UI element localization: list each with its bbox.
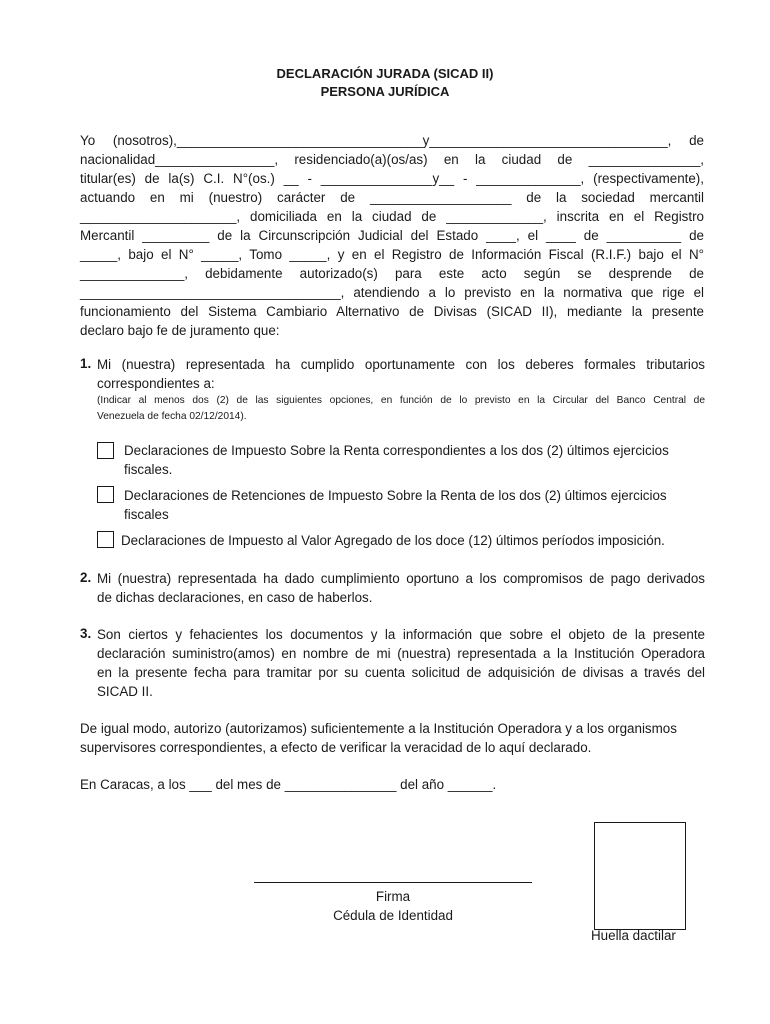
intro-line: ___________________________________, atendiendo a lo previsto en la normativa que rige el xyxy=(80,285,704,300)
item-1-number: 1. xyxy=(80,356,92,371)
item-2-number: 2. xyxy=(80,570,92,585)
closing-line: supervisores correspondientes, a efecto de verificar la veracidad de lo aquí declarado. xyxy=(80,740,592,755)
intro-line: ______________, debidamente autorizado(s) para este acto según se desprende de xyxy=(80,266,704,281)
item-3-line: SICAD II. xyxy=(97,684,153,699)
item-2-line: Mi (nuestra) representada ha dado cumplimiento oportuno a los compromisos de pago derivados xyxy=(97,571,705,586)
item-3-number: 3. xyxy=(80,626,92,641)
item-1-note: (Indicar al menos dos (2) de las siguientes opciones, en función de lo previsto en la Circular del Banco Central de xyxy=(97,395,705,406)
item-3-text xyxy=(97,625,705,701)
item-1-line: correspondientes a: xyxy=(97,376,215,391)
signature-line[interactable] xyxy=(254,882,532,883)
intro-line: actuando en mi (nuestro) carácter de ___________________ de la sociedad mercantil xyxy=(80,190,704,205)
intro-line: Yo (nosotros),_________________________________y________________________________, de xyxy=(80,133,704,148)
document-subtitle: PERSONA JURÍDICA xyxy=(320,84,450,99)
thumbprint-label: Huella dactilar xyxy=(591,928,676,943)
signature-label: Firma xyxy=(375,889,411,904)
closing-paragraph xyxy=(80,719,710,757)
option-line: fiscales xyxy=(124,507,169,522)
intro-paragraph xyxy=(80,131,704,340)
item-1-text xyxy=(97,355,705,425)
option-label-iva xyxy=(121,531,703,550)
document-title: DECLARACIÓN JURADA (SICAD II) xyxy=(276,66,494,81)
option-checkbox-isr[interactable] xyxy=(97,442,114,459)
thumbprint-box[interactable] xyxy=(594,822,686,930)
id-card-label: Cédula de Identidad xyxy=(333,908,453,923)
option-line: fiscales. xyxy=(124,462,173,477)
intro-line: Mercantil _________ de la Circunscripción Judicial del Estado ____, el ____ de __________ de xyxy=(80,228,704,243)
item-2-text xyxy=(97,569,705,607)
intro-line: funcionamiento del Sistema Cambiario Alternativo de Divisas (SICAD II), mediante la presente xyxy=(80,304,704,319)
option-checkbox-retenciones[interactable] xyxy=(97,486,114,503)
item-3-line: Son ciertos y fehacientes los documentos y la información que sobre el objeto de la presente xyxy=(97,627,705,642)
date-line: En Caracas, a los ___ del mes de _______________ del año ______. xyxy=(80,777,497,792)
intro-line: declaro bajo fe de juramento que: xyxy=(80,323,280,338)
item-1-line: Mi (nuestra) representada ha cumplido oportunamente con los deberes formales tributarios xyxy=(97,357,705,372)
item-3-line: declaración suministro(amos) en nombre de mi (nuestra) representada a la Institución Operadora xyxy=(97,646,705,661)
intro-line: _____, bajo el N° _____, Tomo _____, y en el Registro de Información Fiscal (R.I.F.) bajo el N° xyxy=(80,247,704,262)
closing-line: De igual modo, autorizo (autorizamos) suficientemente a la Institución Operadora y a los organismos xyxy=(80,721,677,736)
item-2-line: de dichas declaraciones, en caso de haberlos. xyxy=(97,590,373,605)
option-line: Declaraciones de Impuesto Sobre la Renta correspondientes a los dos (2) últimos ejercicios xyxy=(124,443,669,458)
intro-line: nacionalidad________________, residenciado(a)(os/as) en la ciudad de _______________, xyxy=(80,152,704,167)
option-checkbox-iva[interactable] xyxy=(97,531,114,548)
intro-line: _____________________, domiciliada en la ciudad de _____________, inscrita en el Registro xyxy=(80,209,704,224)
option-line: Declaraciones de Retenciones de Impuesto Sobre la Renta de los dos (2) últimos ejercicios xyxy=(124,488,667,503)
option-line: Declaraciones de Impuesto al Valor Agregado de los doce (12) últimos períodos imposición. xyxy=(121,533,665,548)
item-3-line: en la presente fecha para tramitar por su cuenta solicitud de adquisición de divisas a través del xyxy=(97,665,705,680)
option-label-isr xyxy=(124,441,706,479)
option-label-retenciones xyxy=(124,486,706,524)
item-1-note: Venezuela de fecha 02/12/2014). xyxy=(97,411,247,422)
intro-line: titular(es) de la(s) C.I. N°(os.) __ - _______________y__ - ______________, (respectivamente), xyxy=(80,171,704,186)
